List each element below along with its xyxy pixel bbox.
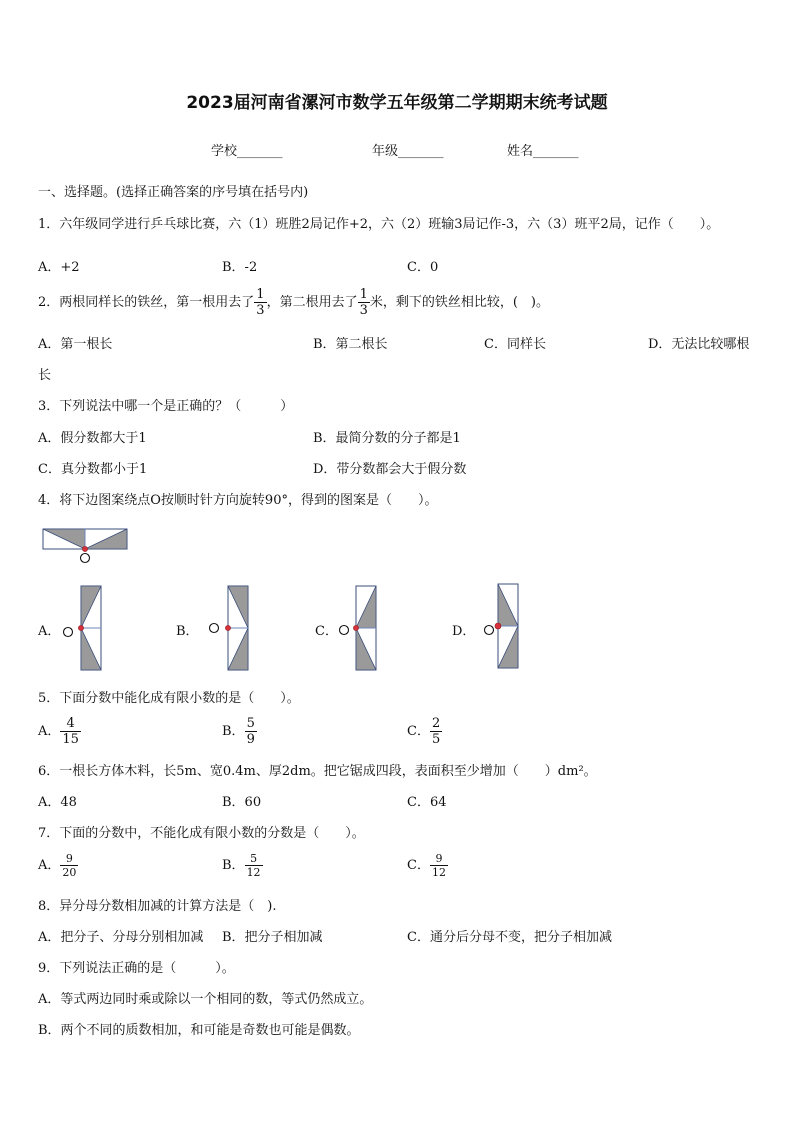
q6-option-a: A．48 — [38, 795, 77, 810]
q7-option-c — [407, 850, 448, 882]
q8-option-a: A．把分子、分母分别相加减 — [38, 930, 204, 945]
fraction-numerator: 1 — [359, 287, 368, 302]
q3-stem: 3．下列说法中哪一个是正确的？（ ） — [38, 399, 294, 414]
fraction-denominator: 3 — [359, 303, 368, 318]
q4-option-c-figure — [333, 583, 383, 673]
q1-option-a: A．+2 — [38, 260, 80, 275]
fraction — [60, 853, 78, 878]
q3-option-d: D．带分数都会大于假分数 — [313, 462, 467, 477]
q2-stem-part1: 2．两根同样长的铁丝，第一根用去了 — [38, 295, 255, 310]
point-o-marker — [340, 626, 349, 635]
q8-stem: 8．异分母分数相加减的计算方法是（ ). — [38, 899, 277, 914]
q4-stem: 4．将下边图案绕点O按顺时针方向旋转90°，得到的图案是（ ）。 — [38, 493, 438, 508]
q2-stem-part2: ，第二根用去了 — [266, 295, 358, 310]
q4-option-d-figure — [475, 581, 525, 671]
q9-stem: 9．下列说法正确的是（ ）。 — [38, 961, 235, 976]
fraction-numerator: 9 — [60, 853, 78, 866]
option-label: C． — [407, 858, 430, 873]
fraction — [430, 717, 442, 746]
q4-option-b-figure — [205, 583, 255, 673]
fraction — [245, 717, 257, 746]
fraction-numerator: 9 — [430, 853, 448, 866]
fraction-denominator: 15 — [62, 732, 79, 747]
q1-option-c: C．0 — [407, 260, 439, 275]
q2-option-c: C．同样长 — [484, 337, 546, 352]
q4-option-d-label: D． — [452, 624, 476, 639]
q2-fraction-2 — [358, 288, 370, 317]
point-o-marker — [210, 624, 219, 633]
q2-option-b: B．第二根长 — [313, 337, 388, 352]
pivot-dot — [78, 625, 83, 630]
fraction-denominator: 9 — [246, 732, 255, 747]
point-o-marker — [64, 628, 73, 637]
section-heading: 一、选择题。(选择正确答案的序号填在括号内) — [38, 185, 309, 200]
q5-option-a — [38, 712, 81, 752]
fraction-denominator: 12 — [246, 866, 261, 879]
q8-option-c: C．通分后分母不变，把分子相加减 — [407, 930, 612, 945]
q2-option-d: D．无法比较哪根 — [648, 337, 750, 352]
fraction-numerator: 2 — [431, 716, 441, 731]
q4-option-c-label: C． — [315, 624, 338, 639]
school-field: 学校_______ — [211, 144, 283, 159]
q2-option-d-wrap: 长 — [38, 368, 52, 383]
pivot-dot — [82, 546, 87, 551]
q6-stem: 6．一根长方体木料，长5m、宽0.4m、厚2dm。把它锯成四段，表面积至少增加（ ）dm²。 — [38, 764, 597, 779]
name-field: 姓名_______ — [507, 144, 579, 159]
q1-stem: 1．六年级同学进行乒乓球比赛，六（1）班胜2局记作+2，六（2）班输3局记作-3，六（3）班平2局，记作（ ）。 — [38, 217, 720, 232]
q2-option-a: A．第一根长 — [38, 337, 113, 352]
fraction — [245, 853, 263, 878]
q2-fraction-1 — [254, 288, 266, 317]
fraction — [60, 717, 81, 746]
q3-option-c: C．真分数都小于1 — [38, 462, 148, 477]
q7-stem: 7．下面的分数中，不能化成有限小数的分数是（ ）。 — [38, 826, 365, 841]
q8-option-b: B．把分子相加减 — [222, 930, 323, 945]
q7-option-b — [222, 850, 263, 882]
fraction-denominator: 20 — [62, 866, 77, 879]
q6-option-c: C．64 — [407, 795, 447, 810]
fraction-denominator: 12 — [431, 866, 446, 879]
q3-option-b: B．最简分数的分子都是1 — [313, 431, 461, 446]
q9-option-b: B．两个不同的质数相加，和可能是奇数也可能是偶数。 — [38, 1023, 360, 1038]
fraction-denominator: 5 — [431, 732, 441, 747]
fraction-numerator: 1 — [256, 287, 265, 302]
q4-option-a-label: A． — [38, 624, 61, 639]
page-title: 2023届河南省漯河市数学五年级第二学期期末统考试题 — [186, 93, 608, 113]
q4-option-b-label: B． — [176, 624, 199, 639]
q2-stem-part3: 米，剩下的铁丝相比较，( )。 — [369, 295, 550, 310]
point-o-marker — [81, 554, 90, 563]
q5-option-b — [222, 712, 257, 752]
fraction-denominator: 3 — [256, 303, 265, 318]
q7-option-a — [38, 850, 78, 882]
q5-option-c — [407, 712, 442, 752]
fraction-numerator: 5 — [246, 716, 255, 731]
fraction — [430, 853, 448, 878]
q2-stem — [38, 288, 549, 318]
q4-original-figure — [40, 525, 132, 565]
pivot-dot — [495, 623, 501, 629]
q6-option-b: B．60 — [222, 795, 262, 810]
fraction-numerator: 5 — [245, 853, 263, 866]
fraction-numerator: 4 — [60, 717, 81, 732]
option-label: A． — [38, 858, 61, 873]
pivot-dot — [225, 625, 230, 630]
q5-stem: 5．下面分数中能化成有限小数的是（ ）。 — [38, 691, 300, 706]
option-label: B． — [222, 858, 245, 873]
option-label: B． — [222, 724, 245, 739]
grade-field: 年级_______ — [372, 144, 444, 159]
q9-option-a: A．等式两边同时乘或除以一个相同的数，等式仍然成立。 — [38, 992, 373, 1007]
option-label: C． — [407, 724, 430, 739]
point-o-marker — [485, 626, 494, 635]
pivot-dot — [353, 625, 358, 630]
q1-option-b: B．-2 — [222, 260, 258, 275]
q4-option-a-figure — [58, 583, 108, 673]
option-label: A． — [38, 724, 61, 739]
q3-option-a: A．假分数都大于1 — [38, 431, 147, 446]
